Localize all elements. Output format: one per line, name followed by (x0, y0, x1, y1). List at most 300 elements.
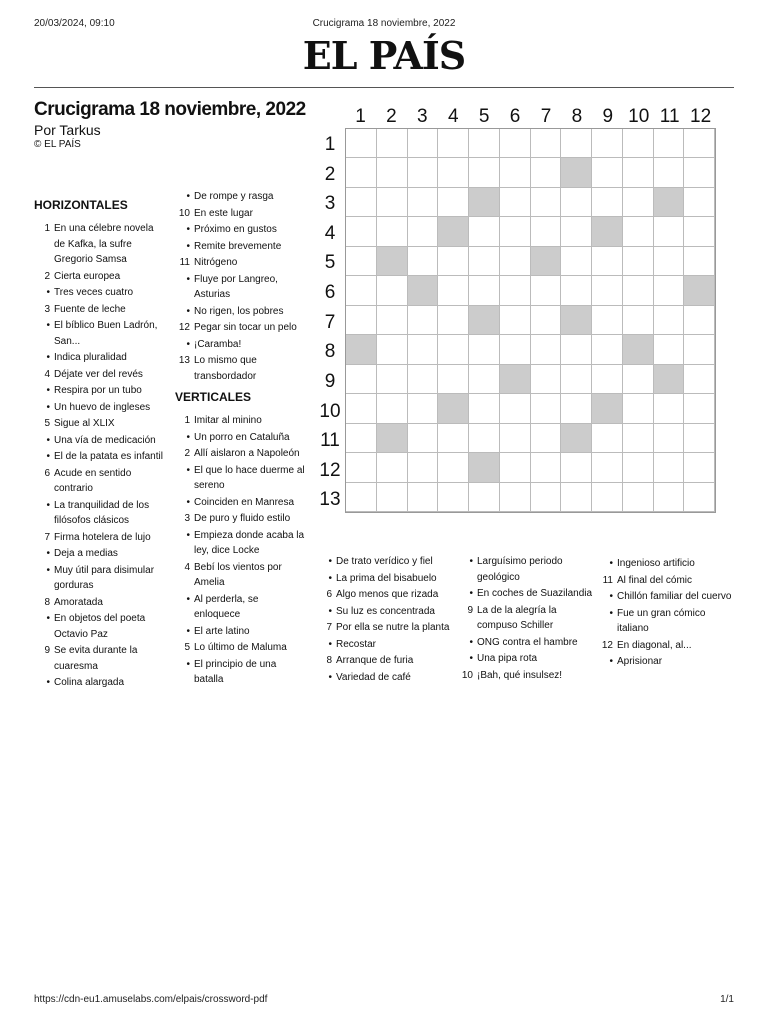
grid-cell (500, 424, 531, 453)
clue-text: Fue un gran cómico italiano (617, 607, 706, 634)
clue-number: 12 (178, 322, 190, 333)
row-number: 1 (324, 134, 336, 155)
row-number: 6 (324, 282, 336, 304)
grid-cell (377, 483, 408, 512)
clue-number: • (46, 548, 50, 559)
clue-number: 6 (326, 589, 332, 600)
grid-cell (500, 217, 531, 246)
clue-number: 8 (326, 655, 332, 666)
grid-cell (500, 335, 531, 364)
grid-cell (531, 424, 562, 453)
grid-cell (561, 247, 592, 276)
clue-item (453, 635, 598, 651)
clue-item (170, 511, 306, 527)
clue-number: 10 (178, 207, 190, 219)
grid-cell-black (469, 188, 500, 217)
clue-text: Fuente de leche (54, 303, 126, 315)
clue-text: Coinciden en Manresa (194, 496, 295, 508)
grid-cell (469, 129, 500, 158)
grid-cell (531, 335, 562, 364)
clue-item (30, 466, 164, 497)
grid-cell (654, 276, 685, 305)
clue-number: • (46, 287, 50, 298)
grid-cell (408, 335, 439, 364)
grid-cell (377, 394, 408, 423)
clue-item (30, 350, 164, 366)
grid-cell-black (561, 158, 592, 187)
clue-item (170, 560, 306, 591)
clue-text: No rigen, los pobres (194, 305, 284, 317)
clue-number: 5 (184, 642, 190, 653)
clue-number: 12 (601, 639, 613, 651)
grid-cell (438, 158, 469, 187)
grid-cell (531, 306, 562, 335)
grid-cell (592, 158, 623, 187)
clue-text: En este lugar (194, 207, 253, 219)
grid-cell (623, 217, 654, 246)
clue-text: Algo menos que rizada (336, 589, 439, 600)
clue-number: 6 (44, 467, 50, 479)
clue-number: • (609, 607, 613, 619)
clue-text: Firma hotelera de lujo (54, 531, 151, 543)
clue-item (170, 189, 306, 205)
clue-number: • (186, 625, 190, 637)
clue-text: Deja a medias (54, 548, 118, 559)
clue-item (312, 604, 452, 620)
clue-number: • (328, 556, 332, 567)
column-number: 6 (509, 106, 521, 127)
clue-number: • (46, 434, 50, 446)
clue-item (170, 337, 306, 353)
grid-cell (346, 129, 377, 158)
clue-text: Allí aislaron a Napoleón (194, 448, 300, 459)
grid-cell (684, 394, 715, 423)
grid-cell-black (500, 365, 531, 394)
row-number: 9 (324, 370, 336, 392)
clue-number: 13 (178, 355, 190, 366)
grid-cell-black (438, 394, 469, 423)
clue-number: 2 (184, 448, 190, 459)
grid-cell (684, 158, 715, 187)
clue-number: • (609, 558, 613, 569)
clue-text: Un porro en Cataluña (194, 431, 290, 443)
column-number: 3 (417, 106, 428, 127)
row-number: 12 (319, 459, 341, 481)
clue-item (170, 430, 306, 446)
grid-cell (377, 335, 408, 364)
clue-number: • (328, 638, 332, 650)
clue-text: En coches de Suazilandia (477, 588, 593, 599)
clue-number: 4 (184, 561, 190, 573)
column-number: 12 (690, 106, 712, 127)
clue-number: • (46, 564, 50, 576)
clue-number: • (46, 385, 50, 396)
grid-cell (531, 365, 562, 394)
grid-cell (623, 394, 654, 423)
clue-item (30, 318, 164, 349)
grid-cell (469, 217, 500, 246)
grid-cell (684, 247, 715, 276)
clue-number: • (328, 572, 332, 584)
clue-text: En diagonal, al... (617, 639, 692, 651)
grid-cell (438, 188, 469, 217)
grid-cell-black (469, 453, 500, 482)
clue-item (593, 573, 733, 589)
grid-cell (592, 335, 623, 364)
clue-text: Lo mismo que transbordador (194, 355, 257, 382)
clue-number: • (469, 636, 473, 648)
clue-text: La prima del bisabuelo (336, 572, 437, 584)
grid-cell (377, 217, 408, 246)
clue-text: El de la patata es infantil (54, 451, 163, 462)
clue-number: 3 (44, 303, 50, 315)
column-number: 4 (447, 106, 459, 127)
clue-item (453, 651, 598, 667)
clue-text: De trato verídico y fiel (336, 556, 433, 567)
grid-cell (346, 276, 377, 305)
clue-item (312, 587, 452, 603)
clue-item (30, 400, 164, 416)
clue-item (312, 670, 452, 686)
puzzle-title: Crucigrama 18 noviembre, 2022 (34, 99, 306, 120)
clue-item (453, 668, 598, 684)
clue-number: 4 (44, 368, 50, 380)
clue-text: ¡Bah, qué insulsez! (477, 669, 563, 681)
grid-cell (408, 158, 439, 187)
vertical-heading: VERTICALES (175, 390, 252, 404)
clue-list-col1 (30, 221, 164, 692)
grid-cell (561, 365, 592, 394)
grid-cell-black (561, 306, 592, 335)
print-datetime: 20/03/2024, 09:10 (34, 18, 115, 29)
clue-text: Imitar al minino (194, 415, 262, 426)
grid-cell (592, 129, 623, 158)
clue-item (170, 272, 306, 303)
clue-item (312, 620, 452, 636)
clue-item (30, 449, 164, 465)
grid-cell (592, 365, 623, 394)
row-number: 10 (319, 400, 341, 422)
clue-number: • (328, 605, 332, 617)
clue-text: Colina alargada (54, 677, 125, 688)
grid-cell (346, 483, 377, 512)
clue-number: 5 (44, 418, 50, 429)
grid-cell (592, 276, 623, 305)
column-number: 5 (478, 106, 490, 127)
clue-item (453, 603, 598, 634)
column-number: 11 (659, 106, 680, 127)
clue-number: 3 (184, 513, 190, 524)
grid-cell-black (438, 217, 469, 246)
grid-cell (654, 247, 685, 276)
clue-item (170, 222, 306, 238)
print-url: https://cdn-eu1.amuselabs.com/elpais/crossword-pdf (34, 994, 268, 1005)
grid-cell (346, 158, 377, 187)
clue-item (312, 554, 452, 570)
clue-item (593, 556, 733, 572)
grid-cell (346, 306, 377, 335)
grid-cell (377, 276, 408, 305)
grid-cell (654, 306, 685, 335)
grid-cell (346, 365, 377, 394)
clue-text: ONG contra el hambre (477, 636, 578, 648)
row-number: 11 (320, 430, 340, 452)
grid-cell (684, 306, 715, 335)
clue-number: 8 (44, 596, 50, 608)
row-number: 13 (319, 489, 341, 511)
clue-number: • (328, 671, 332, 683)
grid-cell (377, 188, 408, 217)
clue-item (453, 586, 598, 602)
clue-item (593, 606, 733, 637)
grid-cell-black (408, 276, 439, 305)
grid-cell (623, 158, 654, 187)
grid-cell (469, 394, 500, 423)
clue-number: • (46, 677, 50, 688)
clue-text: Respira por un tubo (54, 385, 142, 396)
grid-cell (346, 188, 377, 217)
clue-number: • (186, 658, 190, 670)
clue-text: Aprisionar (617, 656, 663, 667)
clue-text: Al final del cómic (617, 574, 693, 586)
clue-number: 11 (602, 574, 613, 586)
grid-cell-black (531, 247, 562, 276)
grid-cell (438, 247, 469, 276)
clue-item (170, 446, 306, 462)
grid-cell (377, 453, 408, 482)
grid-cell (438, 129, 469, 158)
grid-cell (346, 424, 377, 453)
grid-cell (592, 453, 623, 482)
clue-text: Lo último de Maluma (194, 642, 287, 653)
grid-cell (654, 394, 685, 423)
grid-cell (408, 188, 439, 217)
clue-item (593, 589, 733, 605)
grid-cell (592, 247, 623, 276)
grid-cell (654, 483, 685, 512)
column-number: 1 (355, 106, 366, 127)
grid-cell-black (684, 276, 715, 305)
clue-text: Empieza donde acaba la ley, dice Locke (194, 529, 305, 556)
grid-cell (531, 158, 562, 187)
grid-cell (500, 158, 531, 187)
grid-cell (561, 217, 592, 246)
grid-cell-black (377, 247, 408, 276)
row-number: 4 (324, 222, 336, 244)
grid-cell (408, 365, 439, 394)
grid-cell (684, 424, 715, 453)
clue-text: Chillón familiar del cuervo (617, 591, 732, 602)
clue-list-col2-horizontal (170, 189, 306, 385)
puzzle-author: Por Tarkus (34, 122, 101, 138)
grid-cell (684, 365, 715, 394)
clue-text: Nitrógeno (194, 257, 238, 268)
el-pais-logo: EL PAÍS (302, 33, 466, 78)
clue-number: 9 (44, 645, 50, 656)
clue-text: Próximo en gustos (194, 224, 277, 235)
clue-item (453, 554, 598, 585)
grid-cell (500, 453, 531, 482)
clue-item (170, 528, 306, 559)
clue-number: • (469, 556, 473, 567)
clue-text: Recostar (336, 638, 377, 650)
grid-cell (531, 394, 562, 423)
grid-cell (561, 276, 592, 305)
clue-list-col4 (453, 554, 598, 684)
grid-cell-black (623, 335, 654, 364)
grid-cell (500, 276, 531, 305)
clue-item (30, 285, 164, 301)
clue-number: 7 (44, 531, 50, 543)
clue-item (170, 624, 306, 640)
grid-cell (469, 247, 500, 276)
clue-text: Al perderla, se enloquece (194, 593, 259, 620)
clue-text: Sigue al XLIX (54, 418, 115, 429)
column-number: 10 (628, 106, 650, 127)
grid-cell (346, 217, 377, 246)
crossword-grid (345, 128, 716, 513)
clue-text: Pegar sin tocar un pelo (194, 322, 297, 333)
clue-text: Tres veces cuatro (54, 287, 134, 298)
clue-number: • (186, 529, 190, 541)
grid-cell (623, 247, 654, 276)
grid-cell-black (377, 424, 408, 453)
grid-cell (438, 276, 469, 305)
row-number: 2 (324, 163, 336, 185)
grid-cell (377, 306, 408, 335)
grid-cell (438, 335, 469, 364)
clue-item (30, 416, 164, 432)
clue-number: • (46, 613, 50, 624)
clue-text: Muy útil para disimular gorduras (54, 564, 155, 591)
grid-cell (469, 424, 500, 453)
grid-cell (654, 424, 685, 453)
clue-number: • (46, 320, 50, 331)
row-number: 8 (324, 341, 336, 363)
clue-item (312, 637, 452, 653)
row-number: 5 (324, 252, 336, 274)
clue-number: • (186, 273, 190, 285)
clue-number: • (186, 496, 190, 508)
clue-text: En una célebre novela de Kafka, la sufre Gregorio Samsa (54, 223, 154, 265)
clue-item (30, 383, 164, 399)
clue-item (30, 563, 164, 594)
grid-cell (623, 365, 654, 394)
grid-cell (623, 188, 654, 217)
grid-cell (561, 483, 592, 512)
grid-cell (500, 129, 531, 158)
clue-text: Un huevo de ingleses (54, 401, 151, 413)
grid-cell (531, 188, 562, 217)
clue-text: ¡Caramba! (194, 338, 242, 350)
clue-item (170, 206, 306, 222)
clue-number: • (46, 401, 50, 413)
clue-text: Déjate ver del revés (54, 368, 143, 380)
grid-cell (654, 217, 685, 246)
grid-cell (408, 217, 439, 246)
clue-text: De puro y fluido estilo (194, 513, 291, 524)
horizontal-heading: HORIZONTALES (34, 198, 128, 212)
clue-list-col2-vertical (170, 413, 306, 689)
grid-cell-black (654, 188, 685, 217)
clue-item (30, 498, 164, 529)
clue-item (593, 638, 733, 654)
clue-item (170, 413, 306, 429)
clue-number: • (469, 653, 473, 664)
clue-number: • (46, 352, 50, 363)
clue-text: La de la alegría la compuso Schiller (477, 604, 557, 631)
clue-item (312, 653, 452, 669)
clue-item (30, 530, 164, 546)
grid-cell (684, 453, 715, 482)
grid-cell-black (654, 365, 685, 394)
column-number: 8 (571, 106, 583, 127)
clue-number: • (609, 591, 613, 602)
header-divider (34, 87, 734, 88)
clue-item (30, 433, 164, 449)
clue-list-col3 (312, 554, 452, 686)
column-number: 9 (602, 106, 614, 127)
clue-text: Bebí los vientos por Amelia (194, 561, 282, 588)
grid-cell (561, 394, 592, 423)
clue-text: Variedad de café (336, 671, 411, 683)
grid-cell (408, 247, 439, 276)
clue-number: • (186, 240, 190, 252)
clue-text: Fluye por Langreo, Asturias (194, 273, 278, 300)
grid-cell (531, 129, 562, 158)
print-page-title: Crucigrama 18 noviembre, 2022 (312, 18, 456, 29)
grid-cell (408, 453, 439, 482)
clue-item (30, 546, 164, 562)
grid-cell (438, 453, 469, 482)
clue-number: • (186, 191, 190, 202)
grid-cell (561, 453, 592, 482)
grid-cell (684, 483, 715, 512)
grid-cell-black (469, 306, 500, 335)
grid-cell (561, 335, 592, 364)
clue-text: Una vía de medicación (54, 434, 156, 446)
clue-item (30, 675, 164, 691)
clue-item (170, 495, 306, 511)
clue-number: • (46, 499, 50, 511)
grid-cell (346, 453, 377, 482)
grid-cell-black (346, 335, 377, 364)
grid-cell (592, 424, 623, 453)
clue-item (170, 239, 306, 255)
clue-number: • (609, 656, 613, 667)
grid-cell (408, 394, 439, 423)
clue-text: El bíblico Buen Ladrón, San... (54, 320, 158, 347)
grid-cell (346, 247, 377, 276)
clue-item (30, 367, 164, 383)
grid-cell (654, 453, 685, 482)
clue-number: • (186, 464, 190, 476)
clue-item (170, 320, 306, 336)
clue-text: El que lo hace duerme al sereno (194, 464, 305, 491)
grid-cell (531, 276, 562, 305)
row-number: 3 (324, 193, 336, 215)
clue-item (170, 657, 306, 688)
grid-cell (469, 483, 500, 512)
clue-text: De rompe y rasga (194, 191, 274, 202)
clue-text: Por ella se nutre la planta (336, 622, 450, 633)
clue-number: 7 (326, 622, 332, 633)
clue-item (593, 654, 733, 670)
clue-item (30, 302, 164, 318)
clue-item (30, 595, 164, 611)
clue-text: Indica pluralidad (54, 352, 127, 363)
clue-text: En objetos del poeta Octavio Paz (54, 613, 146, 640)
